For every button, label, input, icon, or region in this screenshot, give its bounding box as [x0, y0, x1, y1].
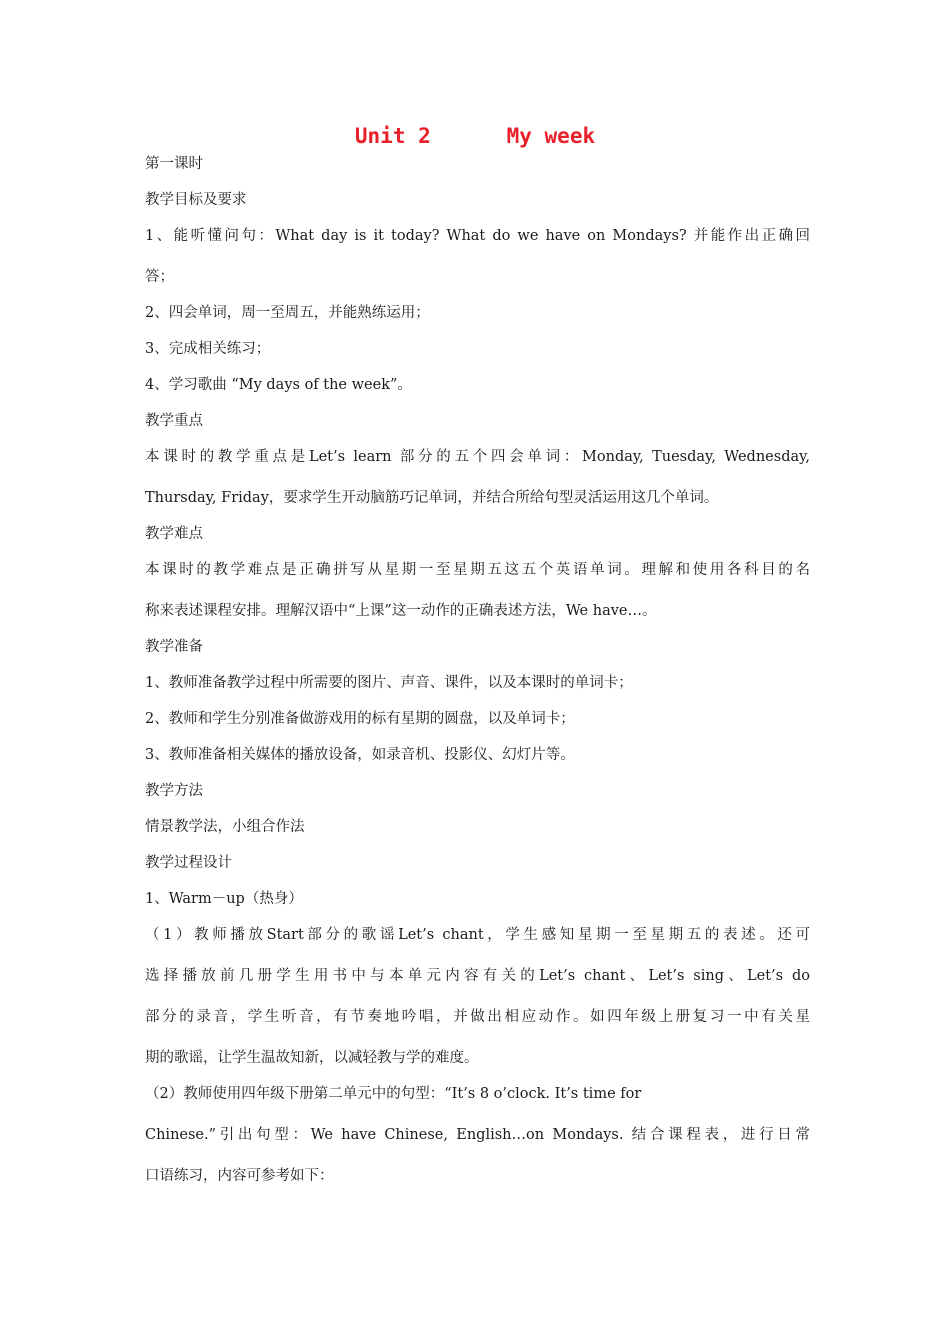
text-line: 称来表述课程安排。理解汉语中“上课”这一动作的正确表述方法，We have…。	[145, 603, 657, 619]
text-line: 选择播放前几册学生用书中与本单元内容有关的Let’s chant、Let’s sing、Let’s do	[145, 968, 810, 984]
text-line: 教学过程设计	[145, 855, 232, 871]
text-line: 教学难点	[145, 526, 203, 542]
text-line: 本课时的教学重点是Let’s learn 部分的五个四会单词：Monday, Tuesday, Wednesday,	[145, 449, 810, 465]
text-line: 2、四会单词，周一至周五，并能熟练运用；	[145, 305, 430, 321]
text-line: 教学目标及要求	[145, 192, 247, 208]
text-line: 1、能听懂问句：What day is it today? What do we have on Mondays? 并能作出正确回	[145, 228, 810, 244]
text-line: 2、教师和学生分别准备做游戏用的标有星期的圆盘，以及单词卡；	[145, 711, 575, 727]
text-line: Chinese.”引出句型：We have Chinese, English…on Mondays. 结合课程表，进行日常	[145, 1127, 810, 1143]
text-line: （1）教师播放Start部分的歌谣Let’s chant，学生感知星期一至星期五的表述。还可	[145, 927, 810, 943]
text-line: 3、教师准备相关媒体的播放设备，如录音机、投影仪、幻灯片等。	[145, 747, 575, 763]
text-line: 1、教师准备教学过程中所需要的图片、声音、课件，以及本课时的单词卡；	[145, 675, 633, 691]
text-line: 本课时的教学难点是正确拼写从星期一至星期五这五个英语单词。理解和使用各科目的名	[145, 562, 810, 578]
text-line: 教学准备	[145, 639, 203, 655]
text-line: 期的歌谣，让学生温故知新，以减轻教与学的难度。	[145, 1050, 479, 1066]
text-line: 3、完成相关练习；	[145, 341, 271, 357]
text-line: 教学方法	[145, 783, 203, 799]
text-line: 情景教学法，小组合作法	[145, 819, 305, 835]
text-line: 教学重点	[145, 413, 203, 429]
text-line: 4、学习歌曲 “My days of the week”。	[145, 377, 412, 393]
text-line: 1、Warm－up（热身）	[145, 891, 303, 907]
text-line: 部分的录音，学生听音，有节奏地吟唱，并做出相应动作。如四年级上册复习一中有关星	[145, 1009, 810, 1025]
document-title: Unit 2 My week	[354, 124, 596, 148]
text-line: 第一课时	[145, 156, 203, 172]
text-line: （2）教师使用四年级下册第二单元中的句型：“It’s 8 o’clock. It’s time for	[145, 1086, 642, 1102]
text-line: Thursday, Friday，要求学生开动脑筋巧记单词，并结合所给句型灵活运用这几个单词。	[145, 490, 719, 506]
text-line: 口语练习，内容可参考如下：	[145, 1168, 334, 1184]
text-line: 答；	[145, 269, 174, 285]
